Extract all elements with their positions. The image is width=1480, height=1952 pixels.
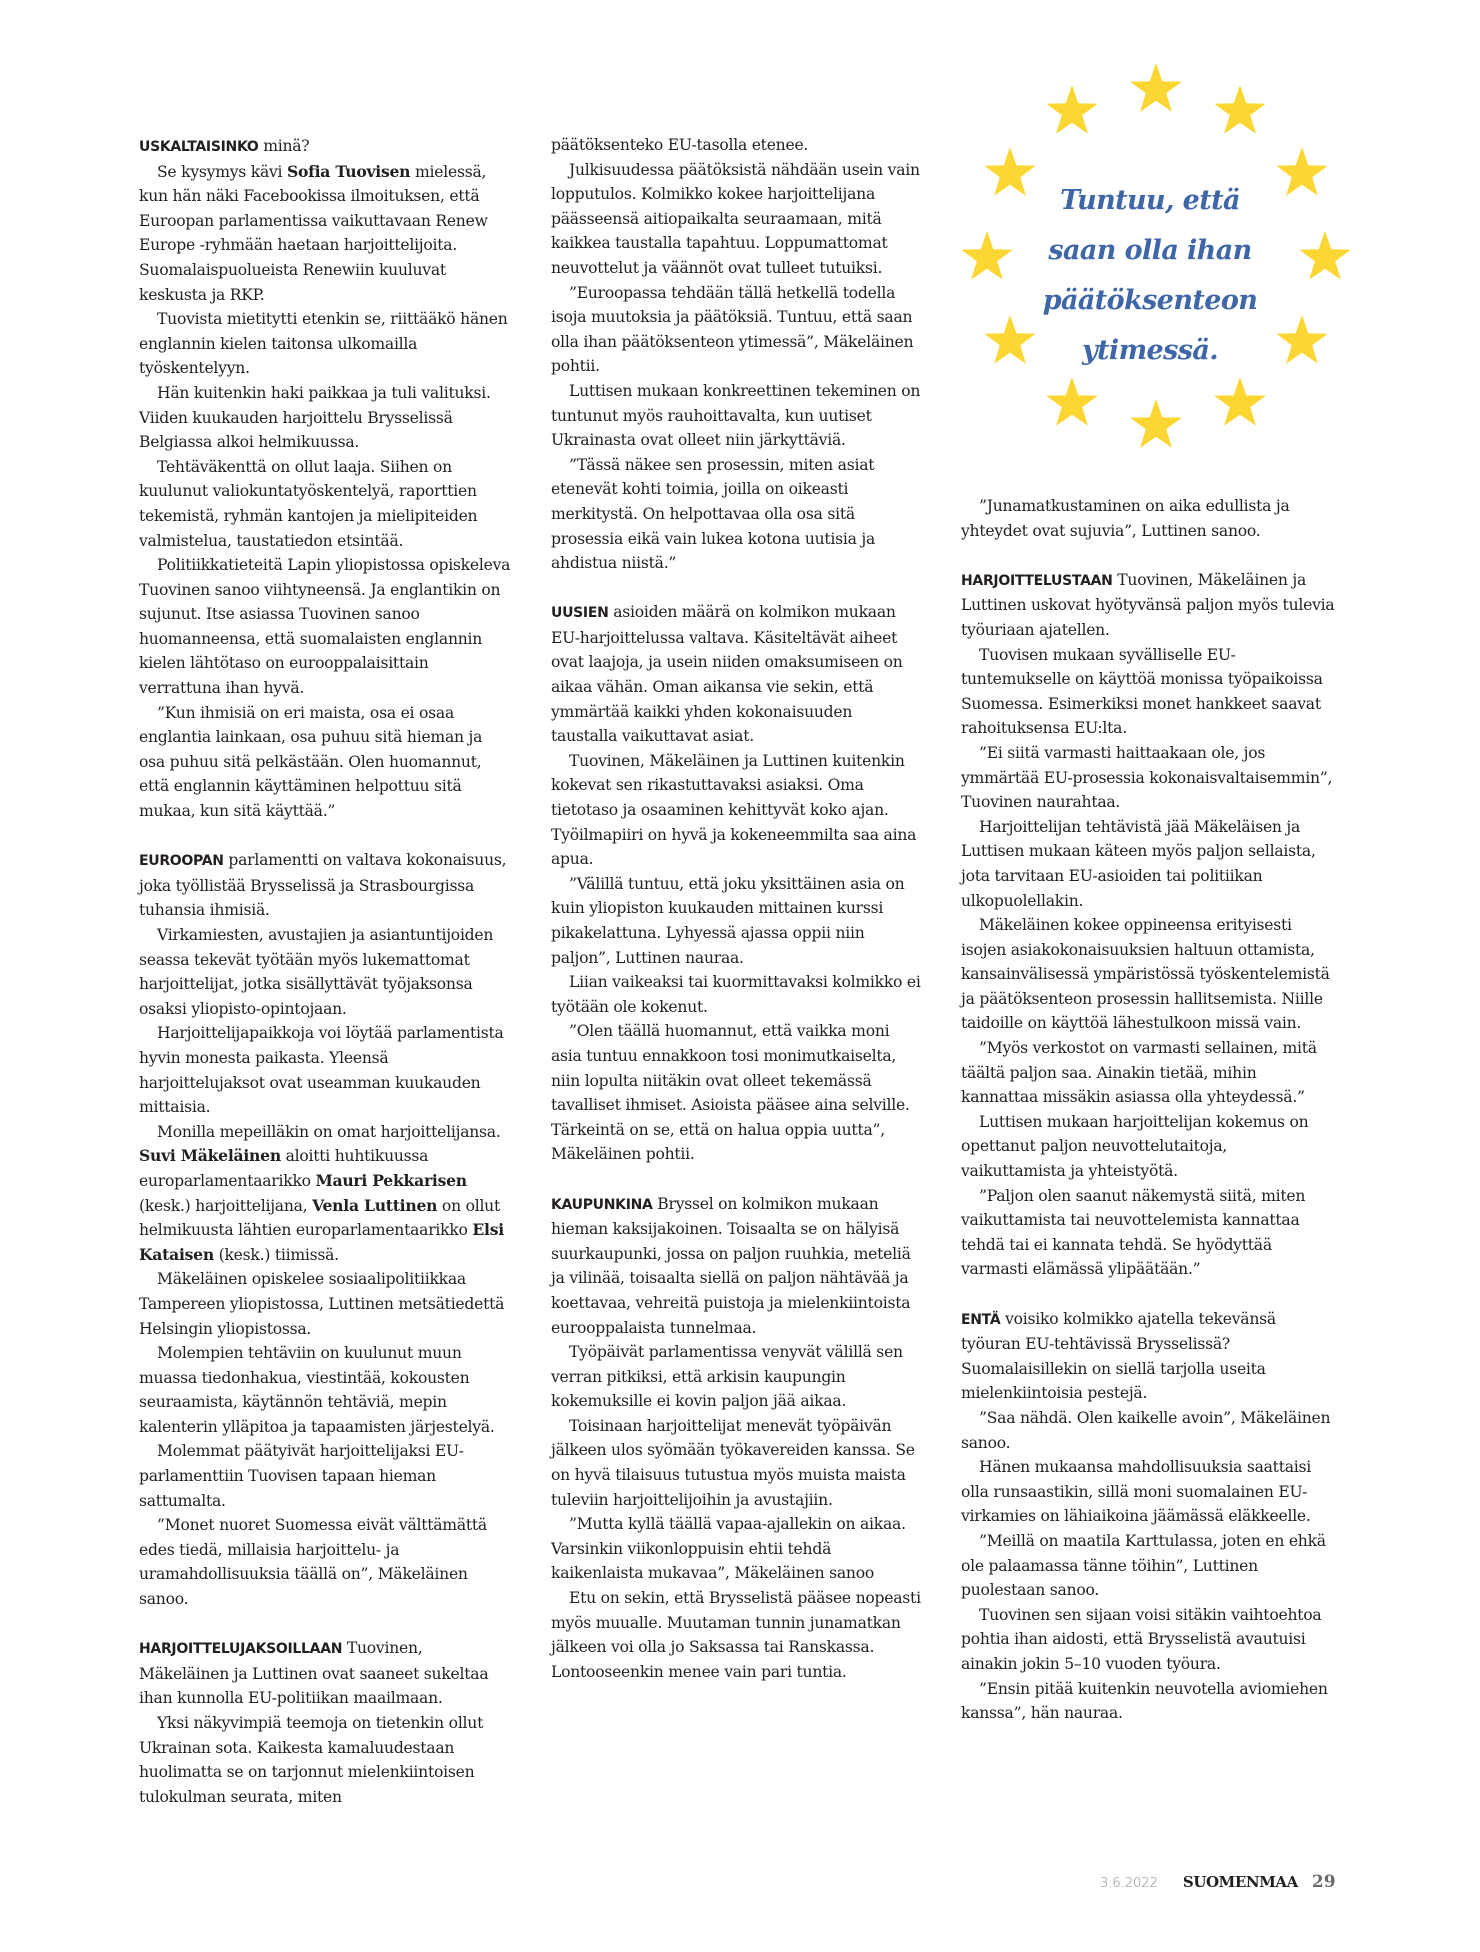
paragraph: Hänen mukaansa mahdollisuuksia saattaisi olla runsaastikin, sillä moni suomalainen EU-virkamies on lähiaikoina jäämässä eläkkeelle. — [961, 1458, 1311, 1526]
person-name: Sofia Tuovisen — [287, 161, 411, 181]
paragraph: EUROOPAN parlamentti on valtava kokonaisuus, joka työllistää Brysselissä ja Strasbourgissa tuhansia ihmisiä. — [139, 851, 507, 920]
quote-paragraph: ”Mutta kyllä täällä vapaa-ajallekin on aikaa. Varsinkin viikonloppuisin ehtii tehdä kaikenlaista mukavaa”, Mäkeläinen sanoo — [551, 1515, 906, 1583]
article-section — [961, 494, 1336, 543]
article-section — [961, 1307, 1336, 1726]
paragraph: Julkisuudessa päätöksistä nähdään usein vain lopputulos. Kolmikko kokee harjoittelijana päässeensä aitiopaikalta seuraamaan, mitä kaikkea taustalla tapahtuu. Loppumattomat neuvottelut ja väännöt ovat tulleet tutuiksi. — [551, 160, 920, 277]
person-name: Elsi Kataisen — [139, 1220, 504, 1264]
quote-paragraph: ”Ensin pitää kuitenkin neuvotella aviomiehen kanssa”, hän nauraa. — [961, 1679, 1328, 1723]
publication-name: SUOMENMAA — [1182, 1873, 1298, 1891]
paragraph: Tuovisen mukaan syvälliselle EU-tuntemukselle on käyttöä monissa työpaikoissa Suomessa. Esimerkiksi monet hankkeet saavat rahoituksensa EU:lta. — [961, 645, 1323, 738]
paragraph: Liian vaikeaksi tai kuormittavaksi kolmikko ei työtään ole kokenut. — [551, 973, 921, 1016]
paragraph: Etu on sekin, että Brysselistä pääsee nopeasti myös muualle. Muutaman tunnin junamatkan jälkeen voi olla jo Saksassa tai Ranskassa. Lontooseenkin menee vain pari tuntia. — [551, 1589, 921, 1681]
paragraph: Yksi näkyvimpiä teemoja on tietenkin ollut Ukrainan sota. Kaikesta kamaluudestaan huolimatta se on tarjonnut mielenkiintoisen tulokulman seurata, miten — [139, 1714, 484, 1806]
section-lead-word: HARJOITTELUSTAAN — [961, 572, 1113, 589]
article-section — [139, 848, 511, 1611]
pull-quote-graphic — [945, 58, 1355, 468]
paragraph: USKALTAISINKO minä? — [139, 137, 310, 155]
article-column-2 — [551, 133, 923, 1684]
person-name: Suvi Mäkeläinen — [139, 1146, 281, 1166]
pull-quote-text — [1005, 176, 1295, 376]
article-section — [551, 133, 923, 576]
paragraph: Luttisen mukaan harjoittelijan kokemus on opettanut paljon neuvottelutaitoja, vaikuttamista ja yhteistyötä. — [961, 1112, 1309, 1181]
paragraph: Virkamiesten, avustajien ja asiantuntijoiden seassa tekevät työtään myös lukemattomat harjoittelijat, jotka sisällyttävät työjaksonsa osaksi yliopisto-opintojaan. — [139, 926, 494, 1018]
section-lead-word: HARJOITTELUJAKSOILLAAN — [139, 1641, 343, 1658]
article-column-1 — [139, 134, 511, 1809]
article-section — [139, 134, 511, 824]
paragraph: Mäkeläinen kokee oppineensa erityisesti isojen asiakokonaisuuksien haltuun ottamista, kansainvälisessä ympäristössä työskentelemistä ja päätöksenteon prosessin hallitsemista. Niille taidoille on käyttöä lähestulkoon missä vain. — [961, 916, 1330, 1033]
quote-paragraph: ”Meillä on maatila Karttulassa, joten en ehkä ole palaamassa tänne töihin”, Luttinen puolestaan sanoo. — [961, 1531, 1326, 1600]
paragraph: KAUPUNKINA Bryssel on kolmikon mukaan hieman kaksijakoinen. Toisaalta se on hälyisä suurkaupunki, jossa on paljon ruuhkia, meteliä ja vilinää, toisaalta siellä on paljon nähtävää ja koettavaa, vehreitä puistoja ja mielenkiintoista eurooppalaista tunnelmaa. — [551, 1194, 911, 1337]
quote-paragraph: ”Euroopassa tehdään tällä hetkellä todella isoja muutoksia ja päätöksiä. Tuntuu, että saan olla ihan päätöksenteon ytimessä”, Mäkeläinen pohtii. — [551, 283, 914, 376]
quote-paragraph: ”Paljon olen saanut näkemystä siitä, miten vaikuttamista tai neuvottelemista kannattaa tehdä tai ei kannata tehdä. Se hyödyttää varmasti elämässä ylipäätään.” — [961, 1186, 1306, 1279]
quote-paragraph: ”Monet nuoret Suomessa eivät välttämättä edes tiedä, millaisia harjoittelu- ja uramahdollisuuksia täällä on”, Mäkeläinen sanoo. — [139, 1516, 487, 1609]
paragraph: päätöksenteko EU-tasolla etenee. — [551, 136, 809, 154]
pull-quote-line: Tuntuu, että — [1060, 185, 1240, 216]
paragraph: Luttisen mukaan konkreettinen tekeminen on tuntunut myös rauhoittavalta, kun uutiset Ukrainasta ovat olleet niin järkyttäviä. — [551, 381, 921, 450]
paragraph: UUSIEN asioiden määrä on kolmikon mukaan EU-harjoittelussa valtava. Käsiteltävät aiheet ovat laajoja, ja usein niiden omaksumiseen on aikaa vähän. Oman aikansa vie sekin, että ymmärtää kaikki yhden kokonaisuuden taustalla vaikuttavat asiat. — [551, 603, 903, 746]
page-footer — [1100, 1872, 1336, 1896]
person-name: Venla Luttinen — [312, 1195, 438, 1215]
paragraph: HARJOITTELUJAKSOILLAAN Tuovinen, Mäkeläinen ja Luttinen ovat saaneet sukeltaa ihan kunnolla EU-politiikan maailmaan. — [139, 1639, 489, 1708]
quote-paragraph: ”Olen täällä huomannut, että vaikka moni asia tuntuu ennakkoon tosi monimutkaiselta, niin lopulta niitäkin ovat olleet tekemässä tavalliset ihmiset. Asioista pääsee aina selville. Tärkeintä on se, että on halua oppia uutta”, Mäkeläinen pohtii. — [551, 1022, 910, 1164]
paragraph: ENTÄ voisiko kolmikko ajatella tekevänsä työuran EU-tehtävissä Brysselissä? Suomalaisillekin on siellä tarjolla useita mielenkiintoisia pestejä. — [961, 1309, 1276, 1403]
article-section — [139, 1636, 511, 1809]
pull-quote-line: saan olla ihan — [1048, 235, 1252, 266]
paragraph: Harjoittelijan tehtävistä jää Mäkeläisen ja Luttisen mukaan käteen myös paljon sellaista, jota tarvitaan EU-asioiden tai politiikan ulkopuolellakin. — [961, 817, 1316, 910]
quote-paragraph: ”Saa nähdä. Olen kaikelle avoin”, Mäkeläinen sanoo. — [961, 1408, 1331, 1452]
paragraph: Harjoittelijapaikkoja voi löytää parlamentista hyvin monesta paikasta. Yleensä harjoittelujaksot ovat useamman kuukauden mittaisia. — [139, 1024, 504, 1117]
paragraph: Tuovista mietitytti etenkin se, riittääkö hänen englannin kielen taitonsa ulkomailla työskentelyyn. — [139, 310, 508, 378]
paragraph: Tuovinen, Mäkeläinen ja Luttinen kuitenkin kokevat sen rikastuttavaksi asiaksi. Oma tietotaso ja osaaminen kehittyvät koko ajan. Työilmapiiri on hyvä ja kokeneemmilta saa aina apua. — [551, 751, 917, 869]
paragraph: Politiikkatieteitä Lapin yliopistossa opiskeleva Tuovinen sanoo viihtyneensä. Ja englantikin on sujunut. Itse asiassa Tuovinen sanoo huomanneensa, että suomalaisten englannin kielen lähtötaso on eurooppalaisittain verrattuna ihan hyvä. — [139, 556, 511, 698]
issue-date: 3.6.2022 — [1100, 1876, 1158, 1891]
paragraph: Molempien tehtäviin on kuulunut muun muassa tiedonhakua, viestintää, kokousten seuraamista, käytännön tehtäviä, mepin kalenterin ylläpitoa ja tapaamisten järjestelyä. — [139, 1344, 495, 1436]
paragraph: HARJOITTELUSTAAN Tuovinen, Mäkeläinen ja Luttinen uskovat hyötyvänsä paljon myös tulevia työuriaan ajatellen. — [961, 570, 1335, 639]
quote-paragraph: ”Välillä tuntuu, että joku yksittäinen asia on kuin yliopiston kuukauden mittainen kurssi pikakelattuna. Lyhyessä ajassa oppii niin paljon”, Luttinen nauraa. — [551, 874, 905, 967]
section-lead-word: ENTÄ — [961, 1311, 1001, 1328]
paragraph: Tehtäväkenttä on ollut laaja. Siihen on kuulunut valiokuntatyöskentelyä, raporttien tekemistä, ryhmän kantojen ja mielipiteiden valmistelua, taustatiedon etsintää. — [139, 457, 478, 550]
paragraph: Monilla mepeilläkin on omat harjoittelijansa. Suvi Mäkeläinen aloitti huhtikuussa europarlamentaarikko Mauri Pekkarisen (kesk.) harjoittelijana, Venla Luttinen on ollut helmikuusta lähtien europarlamentaarikko Elsi Kataisen (kesk.) tiimissä. — [139, 1122, 504, 1264]
quote-paragraph: ”Myös verkostot on varmasti sellainen, mitä täältä paljon saa. Ainakin tietää, mihin kannattaa missäkin asiassa olla yhteydessä.” — [961, 1039, 1317, 1107]
person-name: Mauri Pekkarisen — [315, 1170, 467, 1190]
quote-paragraph: ”Kun ihmisiä on eri maista, osa ei osaa englantia lainkaan, osa puhuu sitä hieman ja osa puhuu sitä pelkästään. Olen huomannut, että englannin käyttäminen helpottuu sitä mukaa, kun sitä käyttää.” — [139, 703, 483, 821]
quote-paragraph: ”Junamatkustaminen on aika edullista ja yhteydet ovat sujuvia”, Luttinen sanoo. — [961, 497, 1290, 540]
article-section — [551, 600, 923, 1167]
paragraph: Työpäivät parlamentissa venyvät välillä sen verran pitkiksi, että arkisin kaupungin kokemuksille ei kovin paljon jää aikaa. — [551, 1343, 903, 1411]
quote-paragraph: ”Ei siitä varmasti haittaakaan ole, jos ymmärtää EU-prosessia kokonaisvaltaisemmin”, Tuovinen naurahtaa. — [961, 743, 1333, 812]
section-lead-word: USKALTAISINKO — [139, 139, 259, 155]
pull-quote-line: ytimessä. — [1081, 335, 1219, 366]
quote-paragraph: ”Tässä näkee sen prosessin, miten asiat etenevät kohti toimia, joilla on oikeasti merkitystä. On helpottavaa olla osa sitä prosessia eikä vain lukea kotona uutisia ja ahdistua niistä.” — [551, 455, 876, 573]
page-number: 29 — [1311, 1872, 1336, 1892]
paragraph: Hän kuitenkin haki paikkaa ja tuli valituksi. Viiden kuukauden harjoittelu Brysselissä Belgiassa alkoi helmikuussa. — [139, 383, 491, 452]
article-section — [961, 568, 1336, 1282]
paragraph: Molemmat päätyivät harjoittelijaksi EU-parlamenttiin Tuovisen tapaan hieman sattumalta. — [139, 1442, 464, 1510]
section-lead-word: UUSIEN — [551, 605, 609, 622]
paragraph: Mäkeläinen opiskelee sosiaalipolitiikkaa Tampereen yliopistossa, Luttinen metsätiedettä Helsingin yliopistossa. — [139, 1270, 505, 1338]
paragraph: Se kysymys kävi Sofia Tuovisen mielessä, kun hän näki Facebookissa ilmoituksen, että Euroopan parlamentissa vaikuttavaan Renew Europe -ryhmään haetaan harjoittelijoita. Suomalaispuolueista Renewiin kuuluvat keskusta ja RKP. — [139, 161, 488, 304]
section-lead-word: EUROOPAN — [139, 853, 224, 870]
paragraph: Tuovinen sen sijaan voisi sitäkin vaihtoehtoa pohtia ihan aidosti, että Brysselistä avautuisi ainakin jokin 5–10 vuoden työura. — [961, 1605, 1322, 1673]
paragraph: Toisinaan harjoittelijat menevät työpäivän jälkeen ulos syömään työkavereiden kanssa. Se on hyvä tilaisuus tutustua myös muista maista tuleviin harjoittelijoihin ja avustajiin. — [551, 1416, 915, 1509]
article-column-3 — [961, 494, 1336, 1726]
section-lead-word: KAUPUNKINA — [551, 1196, 653, 1213]
article-section — [551, 1192, 923, 1685]
pull-quote-line: päätöksenteon — [1042, 285, 1258, 316]
